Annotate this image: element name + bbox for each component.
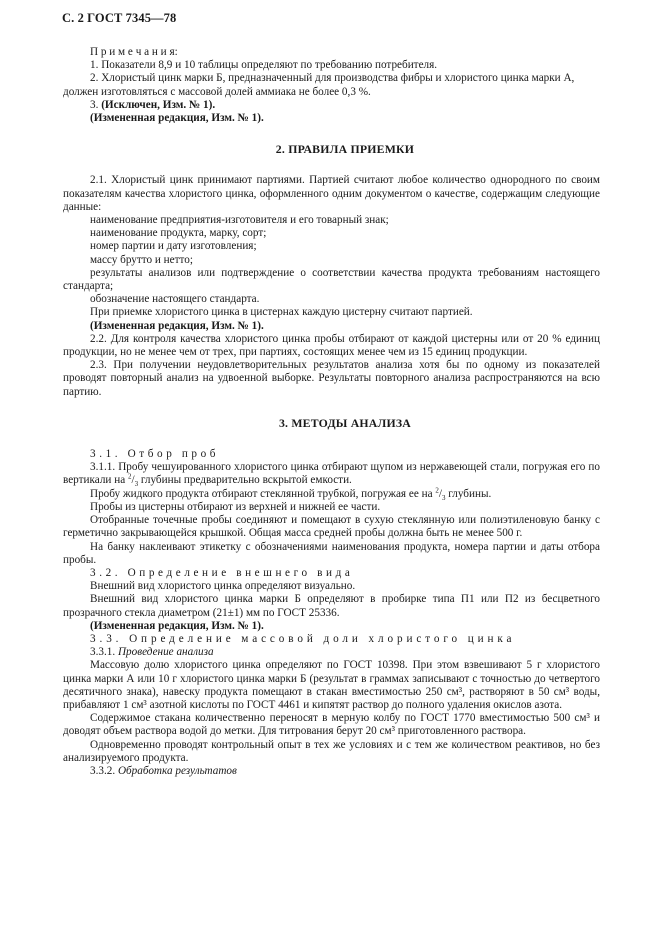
subsection-3-3-1-title: 3.3.1. Проведение анализа	[90, 646, 214, 659]
para-2-3: 2.3. При получении неудовлетворительных результатов анализа хотя бы по одному из показателей проводят повторный анализ на удвоенной выборке. Результаты повторного анализа распространяются на всю партию.	[63, 359, 600, 398]
page-header: С. 2 ГОСТ 7345—78	[62, 11, 177, 25]
subsection-3-1-title: 3.1. Отбор проб	[90, 448, 220, 461]
note-2-line-2: должен изготовляться с массовой долей аммиака не более 0,3 %.	[63, 85, 371, 98]
combined-sample: Отобранные точечные пробы соединяют и помещают в сухую стеклянную или полиэтиленовую банку с герметично закрывающейся крышкой. Общая масса средней пробы должна быть не менее 500 г.	[63, 514, 600, 540]
tank-sampling: Пробы из цистерны отбирают из верхней и нижней ее части.	[90, 500, 381, 513]
note-1: 1. Показатели 8,9 и 10 таблицы определяют по требованию потребителя.	[90, 59, 438, 72]
list-item-6: обозначение настоящего стандарта.	[90, 293, 260, 306]
list-item-1: наименование предприятия-изготовителя и его товарный знак;	[90, 214, 389, 227]
section-3-title: 3. МЕТОДЫ АНАЛИЗА	[278, 415, 412, 430]
list-item-2: наименование продукта, марку, сорт;	[90, 227, 267, 240]
para-3-3-1-b: Содержимое стакана количественно переносят в мерную колбу по ГОСТ 1770 вместимостью 500 см³ и доводят объем раствора водой до метки. Для титрования берут 20 см³ приготовленного раствора.	[63, 712, 600, 738]
jar-label: На банку наклеивают этикетку с обозначениями наименования продукта, номера партии и даты отбора пробы.	[63, 540, 600, 566]
section-2-title: 2. ПРАВИЛА ПРИЕМКИ	[275, 142, 415, 157]
list-item-3: номер партии и дату изготовления;	[90, 240, 257, 253]
subsection-3-3-title: 3.3. Определение массовой доли хлористого цинка	[90, 632, 516, 645]
subsection-3-2-title: 3.2. Определение внешнего вида	[90, 566, 354, 579]
notes-edited-mark: (Измененная редакция, Изм. № 1).	[90, 112, 264, 125]
para-2-2: 2.2. Для контроля качества хлористого цинка пробы отбирают от каждой цистерны или от 20 % единиц продукции, но не менее чем от трех, при партиях, состоящих менее чем из 15 единиц продукции.	[63, 332, 600, 359]
subsection-3-3-2-title: 3.3.2. Обработка результатов	[90, 764, 237, 777]
visual-1: Внешний вид хлористого цинка определяют визуально.	[90, 580, 356, 593]
liquid-sampling: Пробу жидкого продукта отбирают стеклянной трубкой, погружая ее на $^2/_3$ глубины.	[90, 485, 492, 502]
notes-title: П р и м е ч а н и я:	[90, 46, 178, 58]
note-2-line-1: 2. Хлористый цинк марки Б, предназначенный для производства фибры и хлористого цинка марки А,	[90, 72, 575, 85]
visual-2: Внешний вид хлористого цинка марки Б определяют в пробирке типа П1 или П2 из бесцветного прозрачного стекла диаметром (21±1) мм по ГОСТ 25336.	[63, 593, 600, 619]
para-2-1: 2.1. Хлористый цинк принимают партиями. Партией считают любое количество однородного по своим показателям качества хлористого цинка, оформленного одним документом о качестве, содержащим следующие данные:	[63, 174, 600, 213]
page-content	[63, 46, 600, 778]
sec3-edited-mark: (Измененная редакция, Изм. № 1).	[90, 619, 264, 632]
para-3-1-1: 3.1.1. Пробу чешуированного хлористого цинка отбирают щупом из нержавеющей стали, погружая его по вертикали на $^2/_3$ глубины предварительно вскрытой емкости.	[63, 461, 600, 489]
para-3-3-1-c: Одновременно проводят контрольный опыт в тех же условиях и с тем же количеством реактивов, но без анализируемого продукта.	[63, 738, 600, 764]
tank-lot-rule: При приемке хлористого цинка в цистернах каждую цистерну считают партией.	[90, 306, 473, 319]
para-3-3-1: Массовую долю хлористого цинка определяют по ГОСТ 10398. При этом взвешивают 5 г хлористого цинка марки А или 10 г хлористого цинка марки Б (результат в граммах записывают с точностью до четвертого десятичного знака), навеску продукта помещают в стакан вместимостью 250 см³, растворяют в 50 см³ воды, прибавляют 1 см³ азотной кислоты по ГОСТ 4461 и кипятят раствор до полного удаления окислов азота.	[63, 659, 600, 711]
list-item-5: результаты анализов или подтверждение о соответствии качества продукта требованиям настоящего стандарта;	[63, 266, 600, 293]
list-item-4: массу брутто и нетто;	[90, 253, 193, 266]
note-3-text: (Исключен, Изм. № 1).	[101, 98, 216, 111]
note-3: 3. (Исключен, Изм. № 1).	[90, 98, 216, 111]
sec2-edited-mark: (Измененная редакция, Изм. № 1).	[90, 319, 264, 332]
